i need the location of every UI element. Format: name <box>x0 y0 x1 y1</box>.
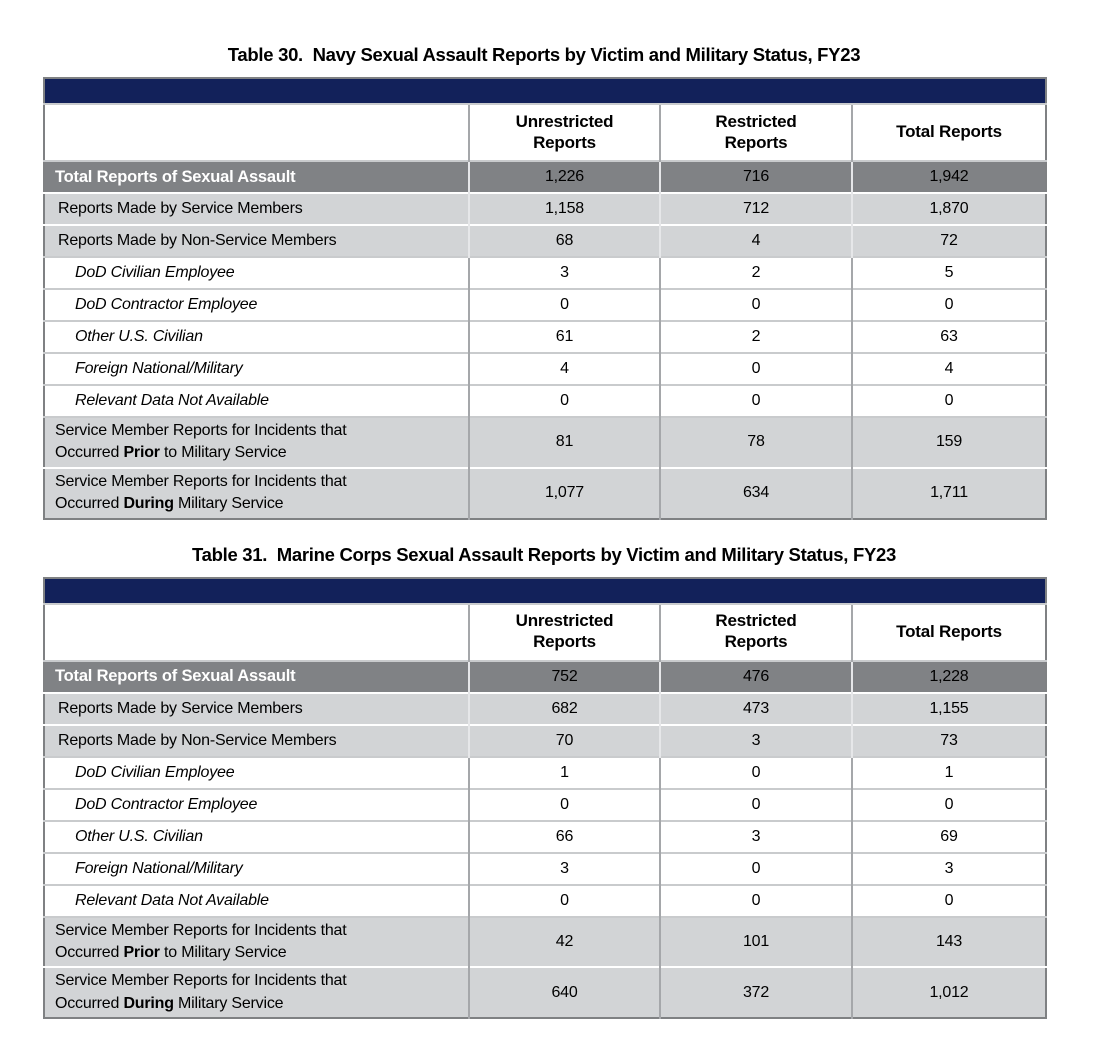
column-header-line: Reports <box>533 632 596 652</box>
cell-value: 473 <box>660 693 852 725</box>
row-label: Reports Made by Service Members <box>44 193 469 225</box>
cell-value: 1,155 <box>852 693 1046 725</box>
row-label <box>44 468 469 519</box>
cell-value: 1,077 <box>469 468 660 519</box>
row-label: DoD Contractor Employee <box>44 789 469 821</box>
cell-value: 0 <box>660 885 852 917</box>
data-row <box>44 468 1046 519</box>
column-header-line: Reports <box>724 632 788 652</box>
cell-value: 4 <box>660 225 852 257</box>
cell-value: 0 <box>469 289 660 321</box>
cell-value: 3 <box>660 725 852 757</box>
cell-value: 2 <box>660 321 852 353</box>
cell-value: 0 <box>469 385 660 417</box>
cell-value: 70 <box>469 725 660 757</box>
cell-value: 0 <box>660 289 852 321</box>
cell-value: 1,942 <box>852 161 1046 193</box>
cell-value: 752 <box>469 661 660 693</box>
cell-value: 3 <box>852 853 1046 885</box>
cell-value: 68 <box>469 225 660 257</box>
row-label-part: Prior <box>123 444 160 462</box>
row-label-part: Occurred <box>55 994 124 1012</box>
data-row <box>44 257 1046 289</box>
row-label: Other U.S. Civilian <box>44 321 469 353</box>
cell-value: 3 <box>469 853 660 885</box>
column-header-line: Reports <box>533 132 596 152</box>
table-header-band <box>44 578 1046 604</box>
empty-corner-cell <box>44 604 469 661</box>
data-row <box>44 725 1046 757</box>
column-header-line: Unrestricted <box>515 111 614 131</box>
cell-value: 0 <box>852 885 1046 917</box>
data-row <box>44 853 1046 885</box>
column-header-line: Reports <box>724 132 788 152</box>
cell-value: 716 <box>660 161 852 193</box>
cell-value: 1,711 <box>852 468 1046 519</box>
cell-value: 0 <box>660 353 852 385</box>
row-label: Relevant Data Not Available <box>44 885 469 917</box>
cell-value: 61 <box>469 321 660 353</box>
cell-value: 78 <box>660 417 852 468</box>
header-band-bar <box>44 78 1046 104</box>
row-label: Total Reports of Sexual Assault <box>44 161 469 193</box>
cell-value: 0 <box>852 289 1046 321</box>
table-30-title: Table 30. Navy Sexual Assault Reports by Victim and Military Status, FY23 <box>227 44 861 65</box>
cell-value: 3 <box>660 821 852 853</box>
cell-value: 4 <box>469 353 660 385</box>
row-label-part: During <box>123 495 174 513</box>
cell-value: 0 <box>469 885 660 917</box>
data-row <box>44 225 1046 257</box>
data-row <box>44 693 1046 725</box>
cell-value: 634 <box>660 468 852 519</box>
row-label-part: During <box>123 994 174 1012</box>
row-label-part: Military Service <box>173 495 284 513</box>
column-header-row <box>44 604 1046 661</box>
cell-value: 1 <box>469 757 660 789</box>
row-label <box>44 917 469 968</box>
row-label: Foreign National/Military <box>44 353 469 385</box>
row-label: Reports Made by Non-Service Members <box>44 725 469 757</box>
cell-value: 72 <box>852 225 1046 257</box>
table-31-marine-corps-section <box>43 544 1045 1020</box>
column-header-line: Restricted <box>715 611 797 631</box>
column-header <box>469 604 660 661</box>
cell-value: 0 <box>852 385 1046 417</box>
cell-value: 69 <box>852 821 1046 853</box>
cell-value: 101 <box>660 917 852 968</box>
cell-value: 3 <box>469 257 660 289</box>
column-header-row <box>44 104 1046 161</box>
data-row <box>44 757 1046 789</box>
row-label: Foreign National/Military <box>44 853 469 885</box>
cell-value: 712 <box>660 193 852 225</box>
row-label <box>44 967 469 1018</box>
data-row <box>44 885 1046 917</box>
data-row <box>44 661 1046 693</box>
row-label-part: Service Member Reports for Incidents that <box>55 422 347 439</box>
row-label-part: Service Member Reports for Incidents that <box>55 472 347 490</box>
cell-value: 0 <box>660 853 852 885</box>
cell-value: 372 <box>660 967 852 1018</box>
row-label-part: to Military Service <box>159 943 287 961</box>
data-row <box>44 193 1046 225</box>
cell-value: 4 <box>852 353 1046 385</box>
cell-value: 1,012 <box>852 967 1046 1018</box>
row-label-part: to Military Service <box>159 444 287 462</box>
cell-value: 66 <box>469 821 660 853</box>
table-header-band <box>44 78 1046 104</box>
row-label: Reports Made by Service Members <box>44 693 469 725</box>
row-label-part: Service Member Reports for Incidents that <box>55 921 347 939</box>
row-label: DoD Civilian Employee <box>44 757 469 789</box>
row-label <box>44 417 469 468</box>
row-label-part: Occurred <box>55 943 124 961</box>
cell-value: 1 <box>852 757 1046 789</box>
row-label-part: Service Member Reports for Incidents that <box>55 972 347 990</box>
table-30-navy <box>43 77 1047 520</box>
data-row <box>44 417 1046 468</box>
cell-value: 682 <box>469 693 660 725</box>
data-row <box>44 917 1046 968</box>
data-row <box>44 821 1046 853</box>
data-row <box>44 321 1046 353</box>
column-header <box>660 104 852 161</box>
column-header-line: Total Reports <box>896 122 1002 142</box>
column-header-line: Restricted <box>715 111 797 131</box>
cell-value: 640 <box>469 967 660 1018</box>
row-label: Reports Made by Non-Service Members <box>44 225 469 257</box>
data-row <box>44 385 1046 417</box>
data-row <box>44 353 1046 385</box>
cell-value: 0 <box>660 789 852 821</box>
cell-value: 63 <box>852 321 1046 353</box>
cell-value: 73 <box>852 725 1046 757</box>
table-31-marine-corps <box>43 577 1047 1020</box>
data-row <box>44 967 1046 1018</box>
row-label-part: Military Service <box>173 994 284 1012</box>
cell-value: 0 <box>660 385 852 417</box>
cell-value: 81 <box>469 417 660 468</box>
data-row <box>44 289 1046 321</box>
column-header-line: Total Reports <box>896 621 1002 641</box>
row-label: Total Reports of Sexual Assault <box>44 661 469 693</box>
table-31-title: Table 31. Marine Corps Sexual Assault Reports by Victim and Military Status, FY23 <box>192 543 896 565</box>
cell-value: 1,226 <box>469 161 660 193</box>
row-label: Other U.S. Civilian <box>44 821 469 853</box>
table-30-navy-section <box>43 44 1045 520</box>
row-label-part: Prior <box>123 943 160 961</box>
cell-value: 2 <box>660 257 852 289</box>
column-header <box>660 604 852 661</box>
cell-value: 1,228 <box>852 661 1046 693</box>
row-label: Relevant Data Not Available <box>44 385 469 417</box>
row-label-part: Occurred <box>55 495 124 513</box>
cell-value: 0 <box>469 789 660 821</box>
header-band-bar <box>44 578 1046 604</box>
cell-value: 159 <box>852 417 1046 468</box>
cell-value: 0 <box>660 757 852 789</box>
row-label: DoD Civilian Employee <box>44 257 469 289</box>
cell-value: 42 <box>469 917 660 968</box>
cell-value: 476 <box>660 661 852 693</box>
empty-corner-cell <box>44 104 469 161</box>
column-header-line: Unrestricted <box>515 611 614 631</box>
row-label: DoD Contractor Employee <box>44 289 469 321</box>
cell-value: 1,158 <box>469 193 660 225</box>
data-row <box>44 161 1046 193</box>
cell-value: 143 <box>852 917 1046 968</box>
row-label-part: Occurred <box>55 444 124 462</box>
cell-value: 0 <box>852 789 1046 821</box>
cell-value: 1,870 <box>852 193 1046 225</box>
table-30-body <box>44 161 1046 519</box>
cell-value: 5 <box>852 257 1046 289</box>
table-31-body <box>44 661 1046 1019</box>
column-header <box>469 104 660 161</box>
column-header <box>852 604 1046 661</box>
column-header <box>852 104 1046 161</box>
data-row <box>44 789 1046 821</box>
